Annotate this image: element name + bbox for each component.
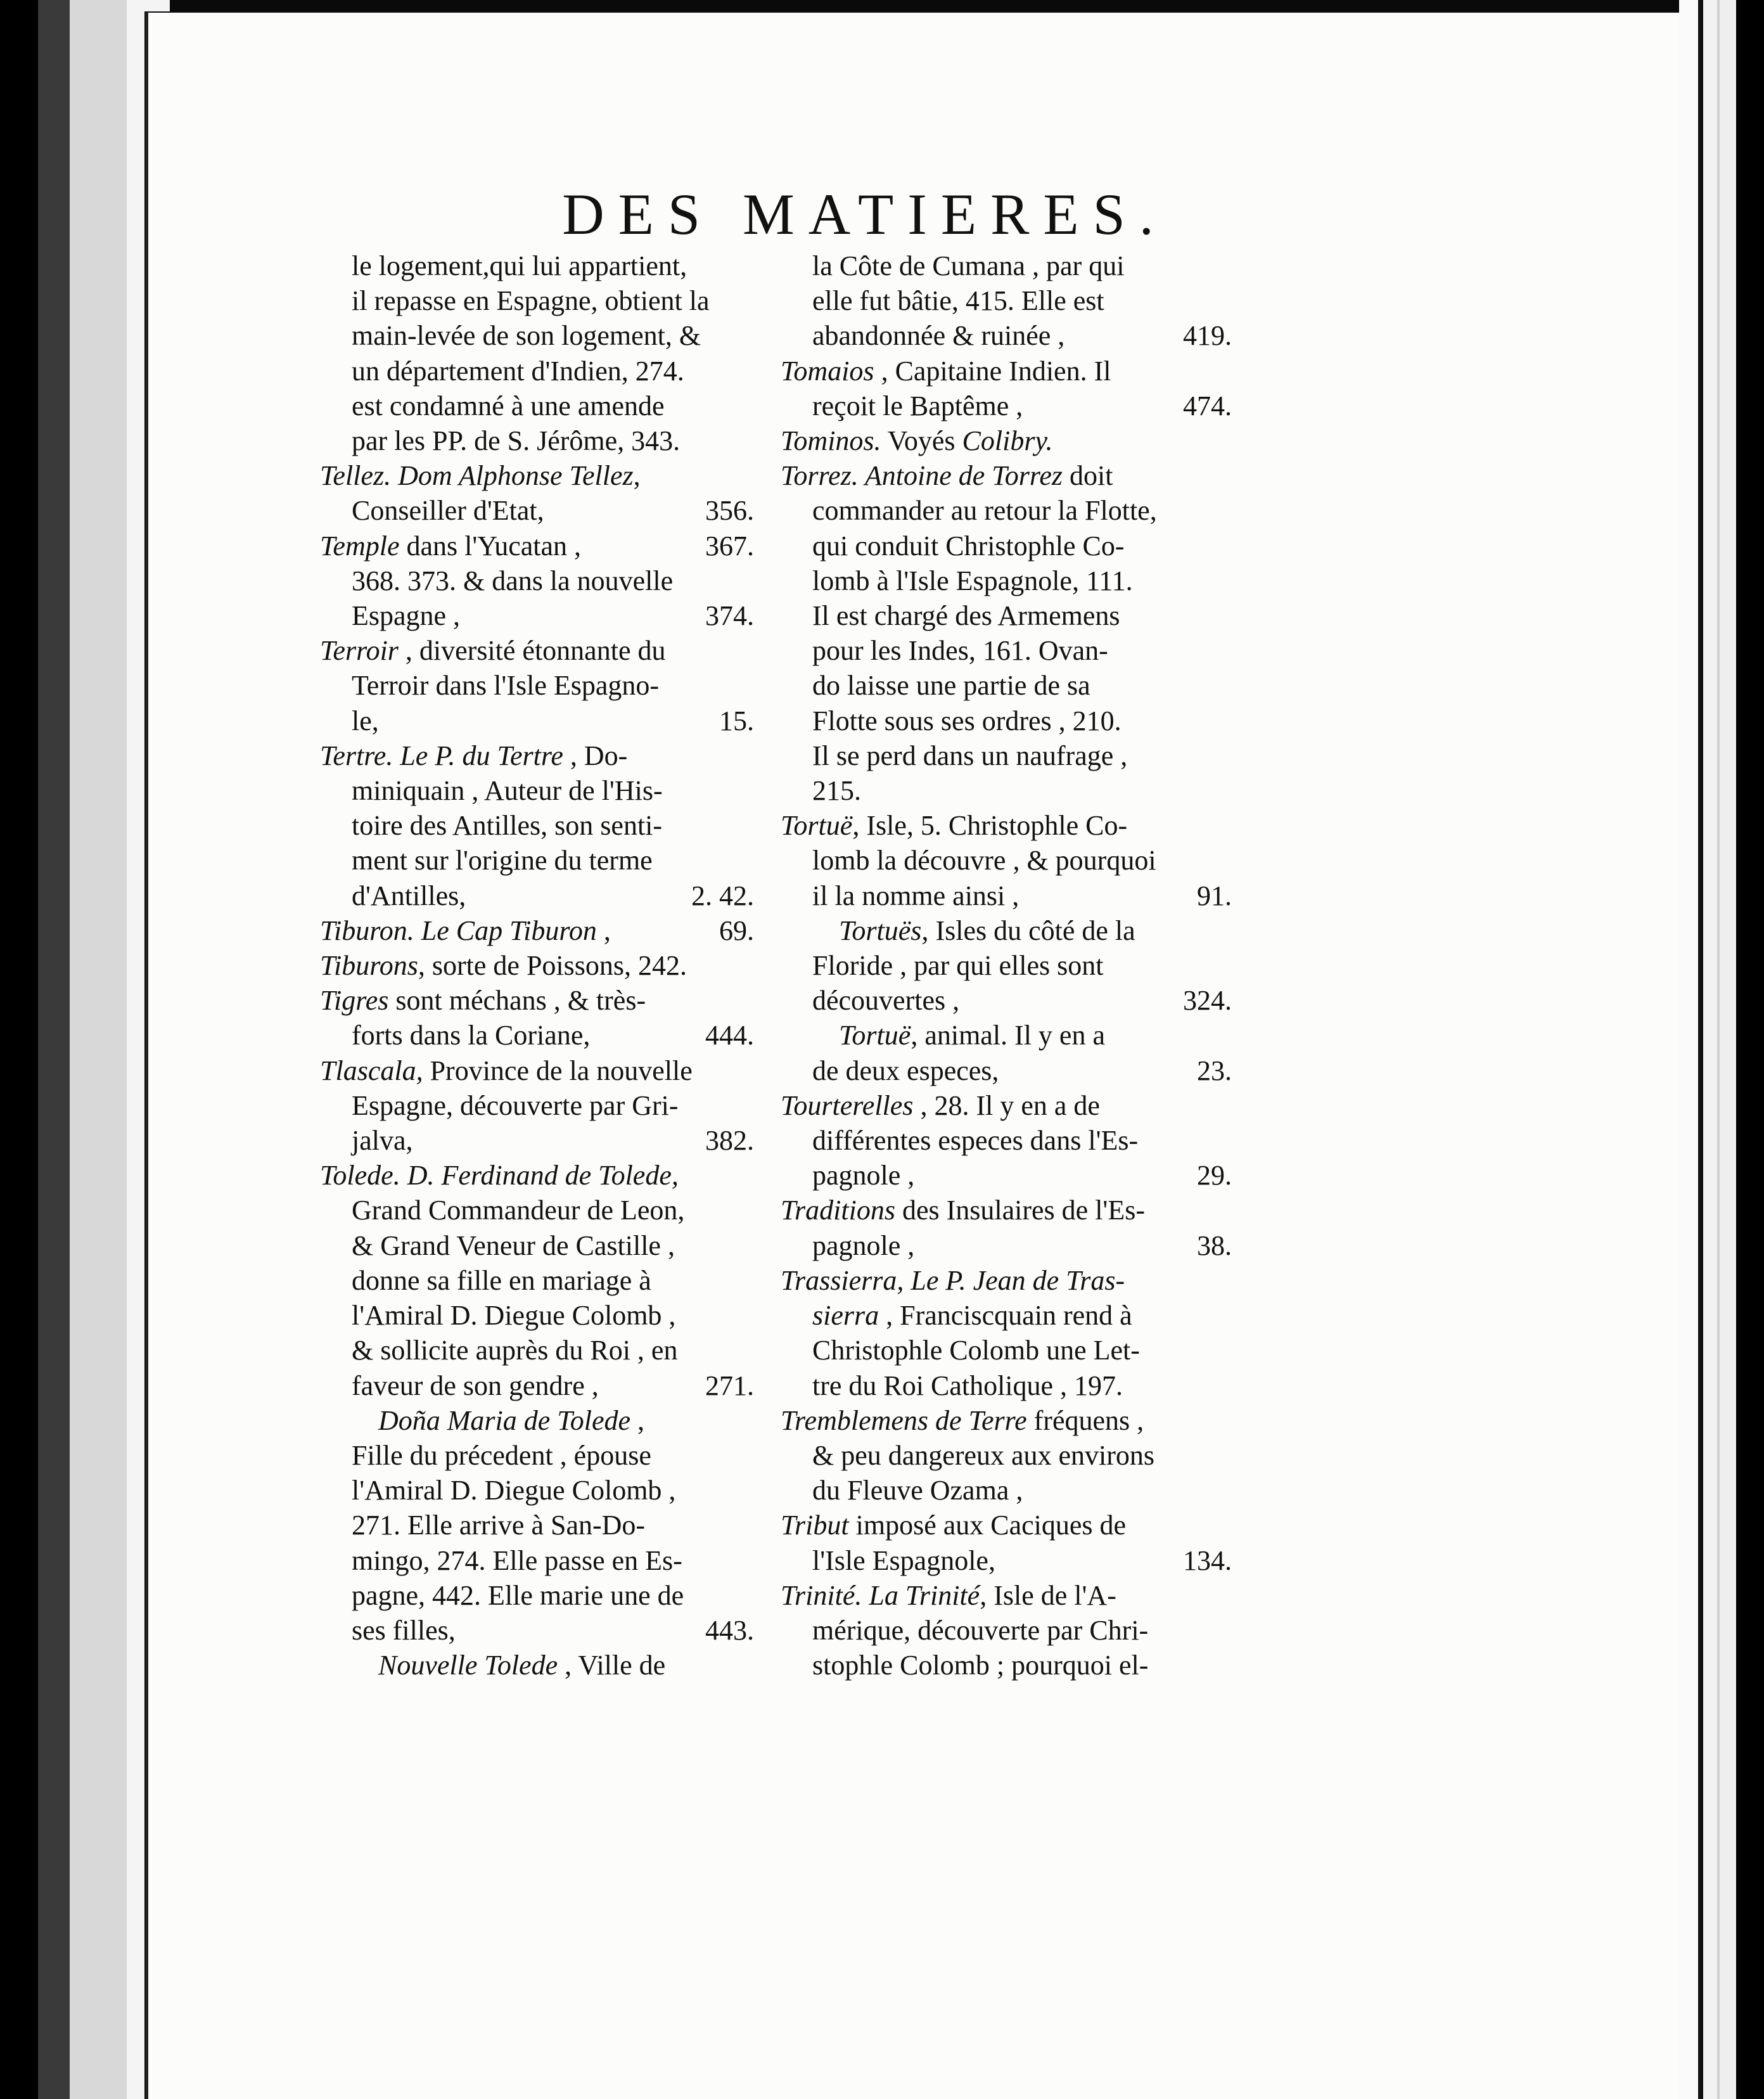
index-text: reçoit le Baptême ,	[812, 390, 1023, 421]
book-left-edge	[0, 0, 170, 2099]
index-text: Il se perd dans un naufrage ,	[812, 740, 1128, 771]
index-text: le,	[352, 705, 379, 736]
index-text: ses filles,	[352, 1614, 456, 1646]
page-reference: 324.	[1183, 985, 1232, 1017]
index-line	[320, 983, 754, 1018]
index-text: 271. Elle arrive à San-Do-	[352, 1510, 646, 1541]
index-line	[320, 354, 754, 388]
index-text: imposé aux Caciques de	[848, 1510, 1127, 1541]
index-text: pagnole ,	[812, 1160, 915, 1191]
index-text: le logement,qui lui appartient,	[352, 250, 687, 281]
index-line	[781, 1543, 1232, 1578]
index-line	[781, 1613, 1232, 1648]
index-line	[320, 423, 754, 458]
index-line	[781, 1158, 1232, 1193]
page-reference: 419.	[1183, 320, 1232, 352]
index-text: Espagne, découverte par Gri-	[352, 1089, 679, 1121]
index-text: est condamné à une amende	[352, 390, 665, 421]
index-line	[320, 773, 754, 808]
index-text: l'Amiral D. Diegue Colomb ,	[352, 1300, 676, 1332]
index-text: pagnole ,	[812, 1229, 915, 1261]
index-line	[781, 458, 1232, 493]
index-line	[320, 598, 754, 633]
index-text: , Isle de l'A-	[980, 1579, 1116, 1611]
index-text: abandonnée & ruinée ,	[812, 320, 1065, 352]
index-line	[781, 283, 1232, 318]
index-line	[781, 948, 1232, 983]
index-text: Espagne ,	[352, 600, 461, 632]
index-line	[320, 1158, 754, 1193]
page-reference: 69.	[719, 915, 754, 946]
index-line	[320, 1123, 754, 1158]
index-line	[781, 633, 1232, 668]
index-text: découvertes ,	[812, 985, 960, 1017]
page-reference: 271.	[705, 1370, 754, 1401]
index-term: Torrez. Antoine de Torrez	[781, 460, 1063, 492]
index-line	[781, 598, 1232, 633]
index-text: faveur de son gendre ,	[352, 1370, 599, 1401]
index-term: Tortuës	[839, 915, 922, 946]
index-line	[781, 878, 1232, 913]
index-term: Tolede. D. Ferdinand de Tolede,	[320, 1160, 679, 1191]
index-line	[320, 1193, 754, 1228]
index-text: donne sa fille en mariage à	[352, 1264, 651, 1296]
page-reference: 134.	[1183, 1544, 1232, 1576]
page-reference: 444.	[705, 1020, 754, 1051]
index-text: , 28. Il y en a de	[913, 1089, 1100, 1121]
page-reference: 474.	[1183, 390, 1232, 421]
index-term: Tortuë	[839, 1020, 911, 1051]
index-term: Tortuë	[781, 810, 853, 842]
index-term: Doña Maria de Tolede	[378, 1404, 631, 1436]
index-line	[320, 1473, 754, 1508]
index-text: , Franciscquain rend à	[879, 1300, 1132, 1332]
index-term: Tribut	[781, 1510, 849, 1541]
index-line	[781, 1123, 1232, 1158]
index-text: Grand Commandeur de Leon,	[352, 1195, 685, 1226]
index-text: , Isles du côté de la	[921, 915, 1135, 946]
index-text: , Isle, 5. Christophle Co-	[852, 810, 1128, 842]
index-term: Tlascala,	[320, 1055, 423, 1086]
index-text: 215.	[812, 775, 861, 807]
book-page-edges	[1679, 0, 1764, 2099]
index-line	[781, 1333, 1232, 1368]
index-line	[320, 703, 754, 738]
index-line	[781, 354, 1232, 388]
index-line	[320, 1578, 754, 1613]
index-line	[781, 1088, 1232, 1123]
index-line	[781, 493, 1232, 528]
index-line	[320, 458, 754, 493]
index-line	[781, 1193, 1232, 1228]
index-text: des Insulaires de l'Es-	[895, 1195, 1146, 1226]
index-line	[781, 738, 1232, 773]
index-text: tre du Roi Catholique , 197.	[812, 1370, 1123, 1401]
index-line	[781, 1508, 1232, 1543]
index-term: sierra	[812, 1300, 879, 1332]
index-text: l'Isle Espagnole,	[812, 1544, 995, 1576]
index-line	[320, 843, 754, 878]
page-reference: 443.	[705, 1614, 754, 1646]
index-cross-reference: Colibry.	[962, 425, 1053, 457]
index-line	[781, 1368, 1232, 1403]
index-text: par les PP. de S. Jérôme, 343.	[352, 425, 681, 457]
index-line	[320, 1018, 754, 1053]
index-line	[320, 283, 754, 318]
index-line	[320, 1438, 754, 1473]
index-line	[320, 738, 754, 773]
index-term: Temple	[320, 530, 400, 562]
index-line	[320, 1263, 754, 1298]
index-text: mérique, découverte par Chri-	[812, 1614, 1149, 1646]
index-text: il repasse en Espagne, obtient la	[352, 285, 710, 317]
index-term: Tertre. Le P. du Tertre	[320, 740, 563, 771]
page-reference: 29.	[1197, 1160, 1232, 1191]
index-line	[320, 563, 754, 598]
index-text: ,	[633, 460, 641, 492]
index-line	[320, 1403, 754, 1438]
index-text: pagne, 442. Elle marie une de	[352, 1579, 684, 1611]
index-text: main-levée de son logement, &	[352, 320, 701, 352]
index-line	[781, 248, 1232, 283]
index-line	[320, 878, 754, 913]
index-text: jalva,	[352, 1125, 413, 1157]
index-text: commander au retour la Flotte,	[812, 495, 1157, 527]
index-line	[320, 1543, 754, 1578]
index-line	[320, 1228, 754, 1263]
page-reference: 2. 42.	[691, 880, 754, 911]
index-line	[320, 1648, 754, 1683]
index-line	[781, 563, 1232, 598]
index-text: , diversité étonnante du	[398, 635, 666, 667]
index-text: do laisse une partie de sa	[812, 670, 1090, 702]
index-term: Nouvelle Tolede	[378, 1650, 558, 1681]
index-text: l'Amiral D. Diegue Colomb ,	[352, 1475, 676, 1506]
index-term: Tominos.	[781, 425, 881, 457]
page-reference: 382.	[705, 1125, 754, 1157]
index-text: miniquain , Auteur de l'His-	[352, 775, 663, 807]
index-text: , Ville de	[558, 1650, 666, 1681]
index-line	[320, 529, 754, 563]
page-reference: 38.	[1197, 1229, 1232, 1261]
index-text: d'Antilles,	[352, 880, 466, 911]
index-line	[320, 633, 754, 668]
index-line	[320, 388, 754, 423]
index-text: Province de la nouvelle	[423, 1055, 693, 1086]
index-text: Voyés	[881, 425, 962, 457]
index-line	[781, 423, 1232, 458]
index-text: fréquens ,	[1026, 1404, 1144, 1436]
index-line	[781, 1018, 1232, 1053]
index-line	[781, 983, 1232, 1018]
index-text: différentes especes dans l'Es-	[812, 1125, 1139, 1157]
index-text: la Côte de Cumana , par qui	[812, 250, 1125, 281]
index-line	[781, 1228, 1232, 1263]
index-text: pour les Indes, 161. Ovan-	[812, 635, 1108, 667]
index-text: forts dans la Coriane,	[352, 1020, 591, 1051]
index-line	[320, 1053, 754, 1088]
page-reference: 15.	[719, 705, 754, 736]
index-text: & sollicite auprès du Roi , en	[352, 1335, 678, 1366]
index-column-right	[781, 248, 1232, 1683]
index-line	[781, 808, 1232, 843]
index-text: , animal. Il y en a	[911, 1020, 1105, 1051]
index-line	[320, 1508, 754, 1543]
page-reference: 23.	[1197, 1055, 1232, 1086]
index-line	[320, 1613, 754, 1648]
index-term: Trassierra, Le P. Jean de Tras-	[781, 1264, 1125, 1296]
index-text: dans l'Yucatan ,	[399, 530, 582, 562]
index-text: ,	[630, 1404, 645, 1436]
index-text: Flotte sous ses ordres , 210.	[812, 705, 1122, 736]
index-term: Tellez. Dom Alphonse Tellez	[320, 460, 634, 492]
index-text: lomb à l'Isle Espagnole, 111.	[812, 565, 1133, 596]
index-line	[781, 388, 1232, 423]
index-line	[781, 703, 1232, 738]
index-term: Trinité. La Trinité	[781, 1579, 980, 1611]
page-reference: 91.	[1197, 880, 1232, 911]
index-text: toire des Antilles, son senti-	[352, 810, 663, 842]
index-line	[781, 668, 1232, 703]
index-text: doit	[1062, 460, 1113, 492]
index-text: Fille du précedent , épouse	[352, 1439, 651, 1471]
index-line	[781, 1403, 1232, 1438]
index-term: Tomaios	[781, 355, 874, 387]
index-text: de deux especes,	[812, 1055, 999, 1086]
index-line	[320, 668, 754, 703]
index-text: Conseiller d'Etat,	[352, 495, 544, 527]
index-text: un département d'Indien, 274.	[352, 355, 684, 387]
index-text: 368. 373. & dans la nouvelle	[352, 565, 674, 596]
index-line	[781, 1438, 1232, 1473]
index-line	[320, 493, 754, 528]
index-text: Terroir dans l'Isle Espagno-	[352, 670, 660, 702]
index-term: Tiburons	[320, 950, 418, 982]
index-line	[320, 1368, 754, 1403]
page-reference: 356.	[705, 495, 754, 527]
index-term: Tremblemens de Terre	[781, 1404, 1027, 1436]
index-text: il la nomme ainsi ,	[812, 880, 1019, 911]
index-text: mingo, 274. Elle passe en Es-	[352, 1544, 682, 1576]
index-line	[781, 843, 1232, 878]
index-text: sont méchans , & très-	[388, 985, 646, 1017]
index-line	[781, 318, 1232, 353]
index-text: qui conduit Christophle Co-	[812, 530, 1125, 562]
index-term: Traditions	[781, 1195, 895, 1226]
index-term: Tourterelles	[781, 1089, 914, 1121]
index-text: du Fleuve Ozama ,	[812, 1475, 1023, 1506]
index-text: , Do-	[563, 740, 628, 771]
index-line	[320, 318, 754, 353]
index-text: & Grand Veneur de Castille ,	[352, 1229, 675, 1261]
index-term: Tigres	[320, 985, 389, 1017]
index-line	[320, 948, 754, 983]
index-line	[781, 1298, 1232, 1333]
index-line	[781, 773, 1232, 808]
index-line	[320, 1298, 754, 1333]
page-heading: DES MATIERES.	[562, 182, 1168, 247]
index-term: Terroir	[320, 635, 399, 667]
index-line	[781, 1473, 1232, 1508]
index-line	[320, 248, 754, 283]
page-reference: 374.	[705, 600, 754, 632]
index-text: Il est chargé des Armemens	[812, 600, 1120, 632]
index-text: & peu dangereux aux environs	[812, 1439, 1155, 1471]
index-term: Tiburon. Le Cap Tiburon	[320, 915, 597, 946]
index-text: stophle Colomb ; pourquoi el-	[812, 1650, 1149, 1681]
page-reference: 367.	[705, 530, 754, 562]
index-text: lomb la découvre , & pourquoi	[812, 845, 1156, 876]
index-line	[781, 1648, 1232, 1683]
index-column-left	[320, 248, 754, 1683]
index-line	[320, 1333, 754, 1368]
index-line	[781, 1053, 1232, 1088]
index-line	[781, 529, 1232, 563]
index-line	[320, 808, 754, 843]
index-text: , Capitaine Indien. Il	[874, 355, 1111, 387]
index-text: Floride , par qui elles sont	[812, 950, 1104, 982]
index-line	[781, 1263, 1232, 1298]
index-line	[781, 913, 1232, 948]
index-line	[320, 1088, 754, 1123]
index-text: ,	[596, 915, 611, 946]
index-text: ment sur l'origine du terme	[352, 845, 653, 876]
index-line	[781, 1578, 1232, 1613]
index-text: Christophle Colomb une Let-	[812, 1335, 1140, 1366]
index-text: , sorte de Poissons, 242.	[418, 950, 687, 982]
index-line	[320, 913, 754, 948]
index-text: elle fut bâtie, 415. Elle est	[812, 285, 1104, 317]
